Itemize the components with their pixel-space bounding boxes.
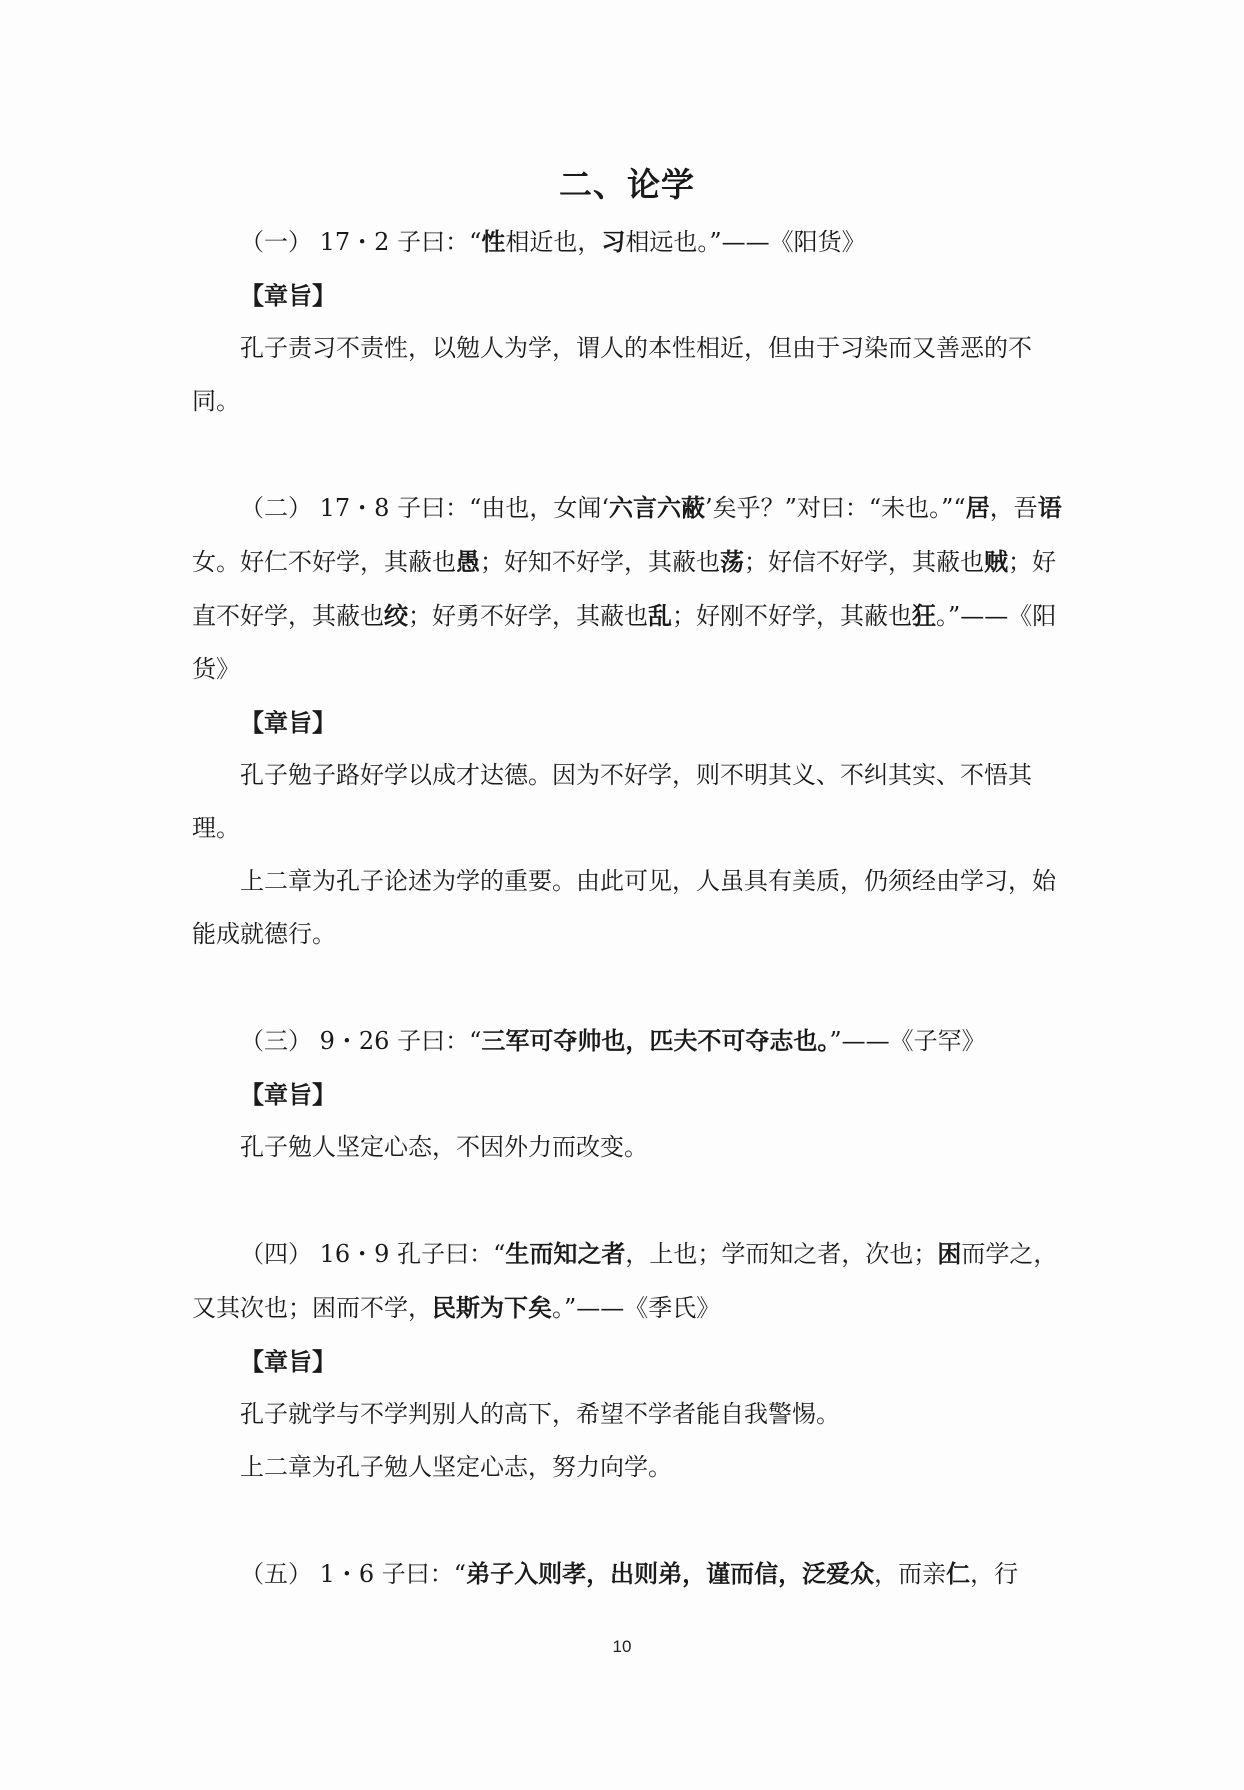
section-4-label: 【章旨】 (240, 1347, 336, 1376)
section-spacer (192, 428, 1062, 481)
section-spacer (192, 1174, 1062, 1227)
section-3-text: （三） 9・26 子曰：“三军可夺帅也，匹夫不可夺志也。”——《子罕》 (240, 1026, 986, 1055)
section-1-label: 【章旨】 (240, 281, 336, 310)
section-1-text: （一） 17・2 子曰：“性相近也，习相远也。”——《阳货》 (240, 227, 866, 256)
section-3-note: 孔子勉人坚定心态，不因外力而改变。 (240, 1133, 648, 1161)
section-2-text: （二） 17・8 子曰：“由也，女闻‘六言六蔽’矣乎？”对曰：“未也。”“居，吾语女。好仁不好学，其蔽也愚；好知不好学，其蔽也荡；好信不好学，其蔽也贼；好直不好学，其蔽也绞；好勇不好学，其蔽也乱；好刚不好学，其蔽也狂。”——《阳货》 (192, 493, 1062, 683)
page-number: 10 (612, 1637, 632, 1656)
section-3-label: 【章旨】 (240, 1080, 336, 1109)
section-1-note: 孔子责习不责性，以勉人为学，谓人的本性相近，但由于习染而又善恶的不同。 (192, 334, 1032, 415)
page-title: 二、论学 (559, 165, 695, 204)
section-4-note: 孔子就学与不学判别人的高下，希望不学者能自我警惕。 (240, 1400, 840, 1428)
page-content (192, 160, 1062, 1601)
section-spacer (192, 1494, 1062, 1547)
section-2-note-2: 上二章为孔子论述为学的重要。由此可见，人虽具有美质，仍须经由学习，始能成就德行。 (192, 867, 1056, 948)
section-5-text: （五） 1・6 子曰：“弟子入则孝，出则弟，谨而信，泛爱众，而亲仁，行 (240, 1559, 1019, 1588)
section-spacer (192, 961, 1062, 1014)
section-2-label: 【章旨】 (240, 708, 336, 737)
section-4-text: （四） 16・9 孔子曰：“生而知之者，上也；学而知之者，次也；困而学之，又其次也；困而不学，民斯为下矣。”——《季氏》 (192, 1239, 1058, 1322)
section-4-note-2: 上二章为孔子勉人坚定心志，努力向学。 (240, 1453, 672, 1481)
section-2-note: 孔子勉子路好学以成才达德。因为不好学，则不明其义、不纠其实、不悟其理。 (192, 761, 1032, 842)
